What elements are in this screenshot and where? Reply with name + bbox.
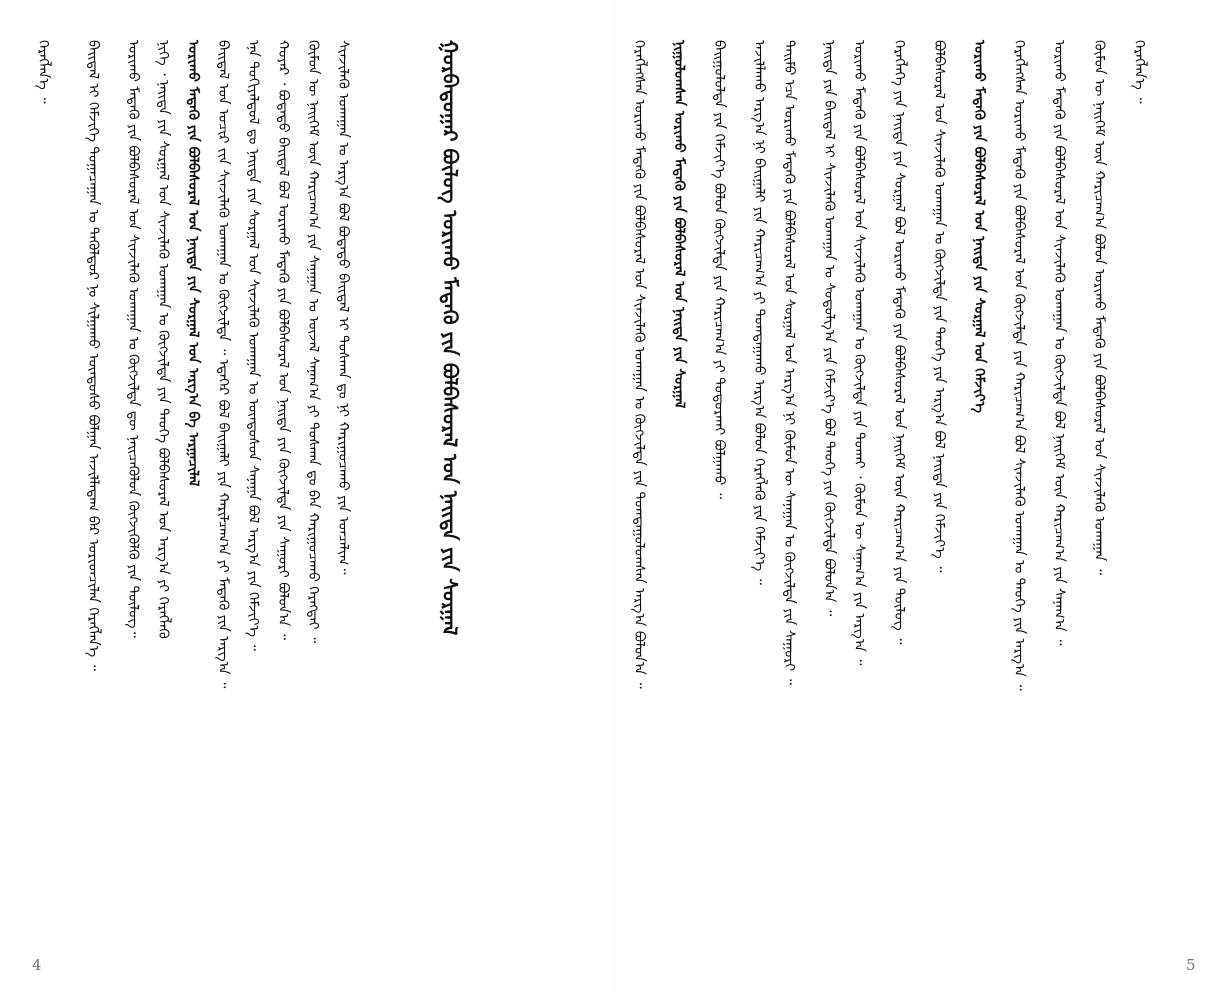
text-column: ᠬᠡᠷᠡᠭᠯᠡᠨ᠎ᠡ ᠃ xyxy=(35,40,51,104)
text-column: ᠨᠡᠢᠲᠡ ᠶᠢᠨ ᠪᠠᠢᠳᠠᠯ ᠢ ᠰᠢᠨᠵᠢᠯᠡᠬᠦ ᠤᠬᠠᠭᠠᠨ ᠤ ᠰᠣᠳᠤᠯᠭ᠎ᠠ ᠶᠢᠨ ᠬᠡᠮᠵᠢᠶ᠎ᠡ ᠪᠣᠯ ᠲᠡᠦᠬᠡ ᠶᠢᠨ ᠬᠥᠭᠵᠢᠯᠲᠡ ᠪᠣᠯᠤᠨ᠎ᠠ ᠃ xyxy=(821,40,837,617)
text-column: ᠲᠡᠢᠮᠦ ᠡᠴᠡ ᠤᠷᠢᠬᠤ ᠮᠡᠳᠡᠬᠦ ᠶᠢᠨ ᠪᠣᠯᠪᠠᠰᠤᠷᠠᠯ ᠤᠨ ᠰᠤᠷᠭᠠᠯ ᠤᠨ ᠠᠷᠭ᠎ᠠ ᠨᠢ ᠬᠦᠮᠦᠨ ᠦ ᠰᠠᠨᠠᠭᠠᠨ ᠤ ᠬᠥᠭᠵᠢᠯᠲᠡ ᠶᠢᠨ ᠰᠠᠭᠤᠷᠢ ᠃ xyxy=(781,40,797,685)
section-heading: ᠤᠷᠢᠬᠤ ᠮᠡᠳᠡᠬᠦ ᠶᠢᠨ ᠪᠣᠯᠪᠠᠰᠤᠷᠠᠯ ᠤᠨ ᠨᠡᠢᠲᠡ ᠶᠢᠨ ᠰᠤᠷᠭᠠᠯ ᠤᠨ ᠬᠡᠮᠵᠢᠶ᠎ᠡ xyxy=(971,40,987,414)
right-page xyxy=(616,0,1232,992)
text-column: ᠪᠠᠢᠭᠤᠯᠤᠯᠲᠠ ᠶᠢᠨ ᠬᠡᠮᠵᠢᠶ᠎ᠡ ᠪᠣᠯᠤᠨ ᠬᠥᠭᠵᠢᠯᠲᠡ ᠶᠢᠨ ᠬᠠᠷᠢᠴᠠᠭ᠎ᠠ ᠶᠢ ᠲᠣᠳᠣᠷᠬᠠᠢ ᠪᠣᠯᠭᠠᠬᠤ ᠃ xyxy=(711,40,727,499)
text-column: ᠪᠠᠢᠳᠠᠯ ᠤᠨ ᠤᠴᠢᠷ ᠵᠢᠨ ᠰᠢᠨᠵᠢᠯᠡᠬᠦ ᠤᠬᠠᠭᠠᠨ ᠤ ᠬᠦᠭᠵᠢᠯᠲᠡ ᠃ ᠡᠳᠡᠭᠡᠷ ᠪᠣᠯ ᠪᠠᠢᠭᠠᠯᠢ ᠶᠢᠨ ᠬᠠᠷᠢᠯᠴᠠᠭ᠎ᠠ ᠶᠢ ᠮᠡᠳᠡᠬᠦ ᠶᠢᠨ ᠠᠷᠭ᠎ᠠ ᠃ xyxy=(215,40,231,689)
chapter-title: ᠭᠤᠷᠪᠠᠳᠤᠭᠠᠷ ᠪᠦᠯᠦᠭ ᠤᠷᠢᠬᠤ ᠮᠡᠳᠡᠬᠦ ᠶᠢᠨ ᠪᠣᠯᠪᠠᠰᠤᠷᠠᠯ ᠤᠨ ᠨᠡᠢᠲᠡ ᠶᠢᠨ ᠰᠤᠷᠭᠠᠯ xyxy=(438,40,462,636)
text-column: ᠤᠷᠢᠬᠤ ᠮᠡᠳᠡᠬᠦ ᠶᠢᠨ ᠪᠣᠯᠪᠠᠰᠤᠷᠠᠯ ᠤᠨ ᠰᠢᠨᠵᠢᠯᠡᠬᠦ ᠤᠬᠠᠭᠠᠨ ᠤ ᠬᠦᠭᠵᠢᠯᠲᠡ ᠶᠢᠨ ᠲᠤᠬᠠᠢ ᠂ ᠬᠦᠮᠦᠨ ᠦ ᠰᠠᠨᠠᠭ᠎ᠠ ᠶᠢᠨ ᠠᠷᠭ᠎ᠠ ᠃ xyxy=(851,40,867,666)
text-column: ᠨᠢᠭᠡ ᠂ ᠨᠡᠢᠲᠡ ᠶᠢᠨ ᠰᠤᠷᠭᠠᠯ ᠤᠨ ᠰᠢᠨᠵᠢᠯᠡᠬᠦ ᠤᠬᠠᠭᠠᠨ ᠤ ᠬᠦᠭᠵᠢᠯᠲᠡ ᠶᠢᠨ ᠲᠡᠦᠬᠡ ᠪᠣᠯᠪᠠᠰᠤᠷᠠᠯ ᠤᠨ ᠠᠷᠭ᠎ᠠ ᠶᠢ ᠬᠡᠷᠡᠭᠯᠡᠬᠦ xyxy=(155,40,171,639)
text-column: ᠰᠢᠨᠵᠢᠯᠡᠬᠦ ᠤᠬᠠᠭᠠᠨ ᠤ ᠠᠷᠭ᠎ᠠ ᠪᠣᠯ ᠪᠣᠳᠠᠳᠤ ᠪᠠᠢᠳᠠᠯ ᠢ ᠲᠤᠰᠬᠠᠨ ᠳᠤ ᠨᠢ ᠬᠠᠷᠢᠭᠤᠴᠠᠬᠤ ᠶᠢᠨ ᠣᠨᠴᠠᠯᠢᠭ᠃ xyxy=(335,40,351,575)
text-column: ᠠᠵᠢᠯᠯᠠᠬᠤ ᠠᠷᠭ᠎ᠠ ᠨᠢ ᠪᠠᠢᠭᠠᠯᠢ ᠶᠢᠨ ᠬᠠᠷᠢᠴᠠᠭ᠎ᠠ ᠶᠢ ᠲᠣᠭᠲᠠᠭᠠᠬᠤ ᠠᠷᠭ᠎ᠠ ᠪᠣᠯᠤᠨ ᠬᠡᠷᠡᠭᠯᠡᠬᠦ ᠶᠢᠨ ᠬᠡᠮᠵᠢᠶ᠎ᠡ ᠃ xyxy=(751,40,767,585)
page-number: 5 xyxy=(1186,956,1196,974)
section-heading: ᠤᠷᠢᠬᠤ ᠮᠡᠳᠡᠬᠦ ᠶᠢᠨ ᠪᠣᠯᠪᠠᠰᠤᠷᠠᠯ ᠤᠨ ᠨᠡᠢᠲᠡ ᠶᠢᠨ ᠰᠤᠷᠭᠠᠯ ᠤᠨ ᠠᠷᠭ᠎ᠠ ᠪᠠ ᠠᠷᠭᠠᠴᠢᠯᠠᠯ xyxy=(185,40,201,487)
text-column: ᠬᠡᠷᠡᠭᠯᠡᠭᠡ ᠶᠢᠨ ᠨᠡᠢᠲᠡ ᠶᠢᠨ ᠰᠤᠷᠭᠠᠯ ᠪᠣᠯ ᠤᠷᠢᠬᠤ ᠮᠡᠳᠡᠬᠦ ᠶᠢᠨ ᠪᠣᠯᠪᠠᠰᠤᠷᠠᠯ ᠤᠨ ᠨᠡᠢᠭᠡᠮ ᠦᠨ ᠬᠠᠷᠢᠴᠠᠭ᠎ᠠ ᠶᠢᠨ ᠲᠥᠯᠥᠭ ᠃ xyxy=(891,40,907,645)
section-heading: ᠨᠢᠭᠤᠯᠤᠭᠰᠠᠨ ᠤᠷᠢᠬᠤ ᠮᠡᠳᠡᠬᠦ ᠶᠢᠨ ᠪᠣᠯᠪᠠᠰᠤᠷᠠᠯ ᠤᠨ ᠨᠡᠢᠲᠡ ᠶᠢᠨ ᠰᠤᠷᠭᠠᠯ xyxy=(671,40,687,409)
text-column: ᠪᠠᠢᠳᠠᠯ ᠢ ᠬᠡᠮᠵᠢᠭᠡ ᠲᠣᠭᠠᠴᠠᠭᠠᠨ ᠤ ᠲᠡᠭᠦᠯᠳᠦᠷ ᠨᠤ ᠰᠢᠯᠭᠠᠬᠤ ᠦᠨᠳᠦᠰᠦ ᠪᠣᠯᠭᠠᠨ ᠠᠵᠢᠯᠯᠠᠳᠠᠭ ᠪᠡᠷ ᠤᠷᠢᠳᠴᠢᠯᠠᠨ ᠬᠡᠷᠡᠭᠯᠡᠨ᠎ᠡ ᠃ xyxy=(85,40,101,671)
text-column: ᠬᠣᠶᠠᠷ ᠂ ᠪᠣᠳᠠᠳᠤ ᠪᠠᠢᠳᠠᠯ ᠪᠣᠯ ᠤᠷᠢᠬᠤ ᠮᠡᠳᠡᠬᠦ ᠶᠢᠨ ᠪᠣᠯᠪᠠᠰᠤᠷᠠᠯ ᠤᠨ ᠨᠡᠢᠲᠡ ᠶᠢᠨ ᠬᠦᠭᠵᠢᠯᠲᠡ ᠶᠢᠨ ᠰᠠᠭᠤᠷᠢ ᠪᠣᠯᠤᠨ᠎ᠠ ᠃ xyxy=(275,40,291,640)
text-column: ᠬᠦᠮᠦᠨ ᠦ ᠨᠡᠢᠭᠡᠮ ᠦᠨ ᠬᠠᠷᠢᠴᠠᠭ᠎ᠠ ᠶᠢᠨ ᠰᠠᠨᠠᠭᠠᠨ ᠤ ᠦᠵᠡᠯ ᠰᠠᠨᠠᠭ᠎ᠠ ᠶᠢ ᠲᠤᠰᠬᠠᠨ ᠳᠤ ᠪᠡᠨ ᠬᠠᠷᠢᠭᠤᠴᠠᠬᠤ ᠬᠡᠷᠡᠭᠲᠡᠢ ᠃ xyxy=(305,40,321,644)
text-column: ᠡᠨᠡ ᠲᠣᠬᠢᠶᠠᠯᠳᠤᠯ ᠳᠤ ᠨᠡᠢᠲᠡ ᠶᠢᠨ ᠰᠤᠷᠭᠠᠯ ᠤᠨ ᠰᠢᠨᠵᠢᠯᠡᠬᠦ ᠤᠬᠠᠭᠠᠨ ᠤ ᠦᠨᠳᠦᠰᠦᠨ ᠰᠠᠨᠠᠭᠠ ᠪᠣᠯ ᠠᠷᠭ᠎ᠠ ᠶᠢᠨ ᠬᠡᠮᠵᠢᠶ᠎ᠡ ᠃ xyxy=(245,40,261,651)
text-column: ᠬᠡᠷᠡᠭᠯᠡᠭᠰᠡᠨ ᠤᠷᠢᠬᠤ ᠮᠡᠳᠡᠬᠦ ᠶᠢᠨ ᠪᠣᠯᠪᠠᠰᠤᠷᠠᠯ ᠤᠨ ᠬᠦᠭᠵᠢᠯᠲᠡ ᠶᠢᠨ ᠬᠠᠷᠢᠴᠠᠭ᠎ᠠ ᠪᠣᠯ ᠰᠢᠨᠵᠢᠯᠡᠬᠦ ᠤᠬᠠᠭᠠᠨ ᠤ ᠲᠡᠦᠬᠡ ᠶᠢᠨ ᠠᠷᠭ᠎ᠠ ᠃ xyxy=(1011,40,1027,691)
text-column: ᠬᠡᠷᠡᠭᠯᠡᠭᠰᠡᠨ ᠤᠷᠢᠬᠤ ᠮᠡᠳᠡᠬᠦ ᠶᠢᠨ ᠪᠣᠯᠪᠠᠰᠤᠷᠠᠯ ᠤᠨ ᠰᠢᠨᠵᠢᠯᠡᠬᠦ ᠤᠬᠠᠭᠠᠨ ᠤ ᠬᠦᠭᠵᠢᠯᠲᠡ ᠶᠢᠨ ᠲᠣᠭᠲᠠᠭᠤᠯᠤᠭᠰᠠᠨ ᠠᠷᠭ᠎ᠠ ᠪᠣᠯᠤᠨ᠎ᠠ ᠃ xyxy=(631,40,647,689)
text-column: ᠤᠷᠢᠬᠤ ᠮᠡᠳᠡᠬᠦ ᠶᠢᠨ ᠪᠣᠯᠪᠠᠰᠤᠷᠠᠯ ᠤᠨ ᠰᠢᠨᠵᠢᠯᠡᠬᠦ ᠤᠬᠠᠭᠠᠨ ᠤ ᠬᠦᠭᠵᠢᠯᠲᠡ ᠳᠦ ᠨᠡᠢᠴᠡᠭᠦᠯᠦᠨ ᠬᠥᠭᠵᠢᠭᠦᠯᠬᠦ ᠶᠢᠨ ᠲᠥᠯᠥᠭ᠃ xyxy=(125,40,141,638)
text-column: ᠬᠡᠷᠡᠭᠯᠡᠨ᠎ᠡ ᠃ xyxy=(1131,40,1147,104)
text-column: ᠤᠷᠢᠬᠤ ᠮᠡᠳᠡᠬᠦ ᠶᠢᠨ ᠪᠣᠯᠪᠠᠰᠤᠷᠠᠯ ᠤᠨ ᠰᠢᠨᠵᠢᠯᠡᠬᠦ ᠤᠬᠠᠭᠠᠨ ᠤ ᠬᠦᠭᠵᠢᠯᠲᠡ ᠪᠣᠯ ᠨᠡᠢᠭᠡᠮ ᠦᠨ ᠬᠠᠷᠢᠴᠠᠭ᠎ᠠ ᠶᠢᠨ ᠰᠠᠨᠠᠭ᠎ᠠ ᠃ xyxy=(1051,40,1067,646)
text-column: ᠪᠣᠯᠪᠠᠰᠤᠷᠠᠯ ᠤᠨ ᠰᠢᠨᠵᠢᠯᠡᠬᠦ ᠤᠬᠠᠭᠠᠨ ᠤ ᠬᠦᠭᠵᠢᠯᠲᠡ ᠶᠢᠨ ᠲᠡᠦᠬᠡ ᠶᠢᠨ ᠠᠷᠭ᠎ᠠ ᠪᠣᠯ ᠨᠡᠢᠲᠡ ᠶᠢᠨ ᠬᠡᠮᠵᠢᠶ᠎ᠡ ᠃ xyxy=(931,40,947,573)
text-column: ᠬᠦᠮᠦᠨ ᠦ ᠨᠡᠢᠭᠡᠮ ᠦᠨ ᠬᠠᠷᠢᠴᠠᠭ᠎ᠠ ᠪᠣᠯᠤᠨ ᠤᠷᠢᠬᠤ ᠮᠡᠳᠡᠬᠦ ᠶᠢᠨ ᠪᠣᠯᠪᠠᠰᠤᠷᠠᠯ ᠤᠨ ᠰᠢᠨᠵᠢᠯᠡᠬᠦ ᠤᠬᠠᠭᠠᠨ ᠃ xyxy=(1091,40,1107,575)
page-number: 4 xyxy=(32,956,42,974)
